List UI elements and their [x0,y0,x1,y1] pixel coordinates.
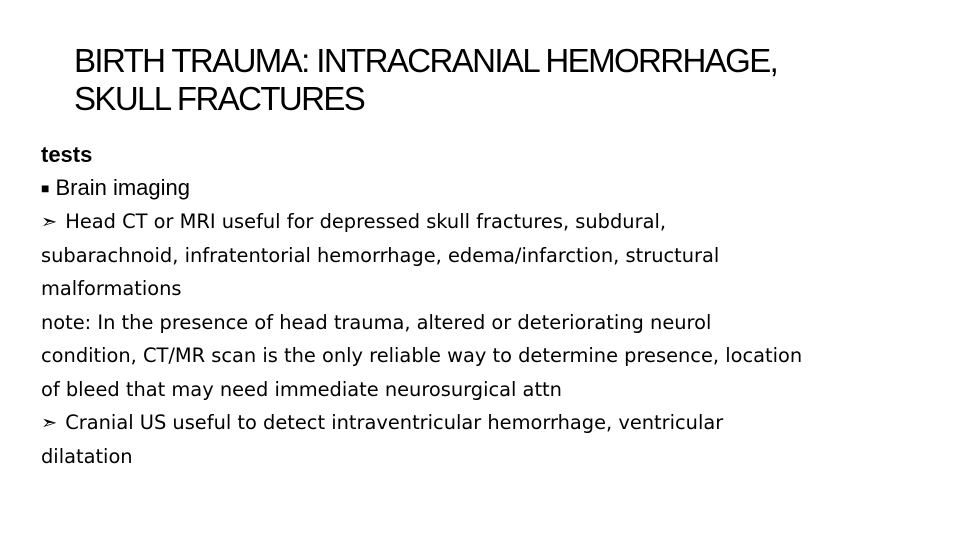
slide-title [74,42,914,118]
body-line-7-text: Cranial US useful to detect intraventricular hemorrhage, ventricular [65,411,724,434]
arrow-bullet-icon: ➣ [41,210,58,233]
sub-heading-row [41,171,946,205]
square-bullet-icon: ■ [41,180,50,196]
title-line-2: SKULL FRACTURES [74,80,365,117]
body-line-7 [41,406,946,440]
body-line-2: subarachnoid, infratentorial hemorrhage, edema/infarction, structural [41,243,720,267]
title-line-1: BIRTH TRAUMA: INTRACRANIAL HEMORRHAGE, [74,42,778,79]
sub-heading-text: Brain imaging [55,175,190,200]
body-line-1-text: Head CT or MRI useful for depressed skull fractures, subdural, [65,210,666,233]
body-line-4: note: In the presence of head trauma, altered or deteriorating neurol [41,310,712,334]
arrow-bullet-icon: ➣ [41,411,58,434]
slide-body [41,138,946,473]
body-line-6: of bleed that may need immediate neurosurgical attn [41,377,562,401]
body-line-8: dilatation [41,444,133,468]
body-line-3: malformations [41,277,182,300]
body-line-1 [41,205,946,239]
body-line-5: condition, CT/MR scan is the only reliable way to determine presence, location [41,344,803,367]
section-heading: tests [41,142,93,167]
